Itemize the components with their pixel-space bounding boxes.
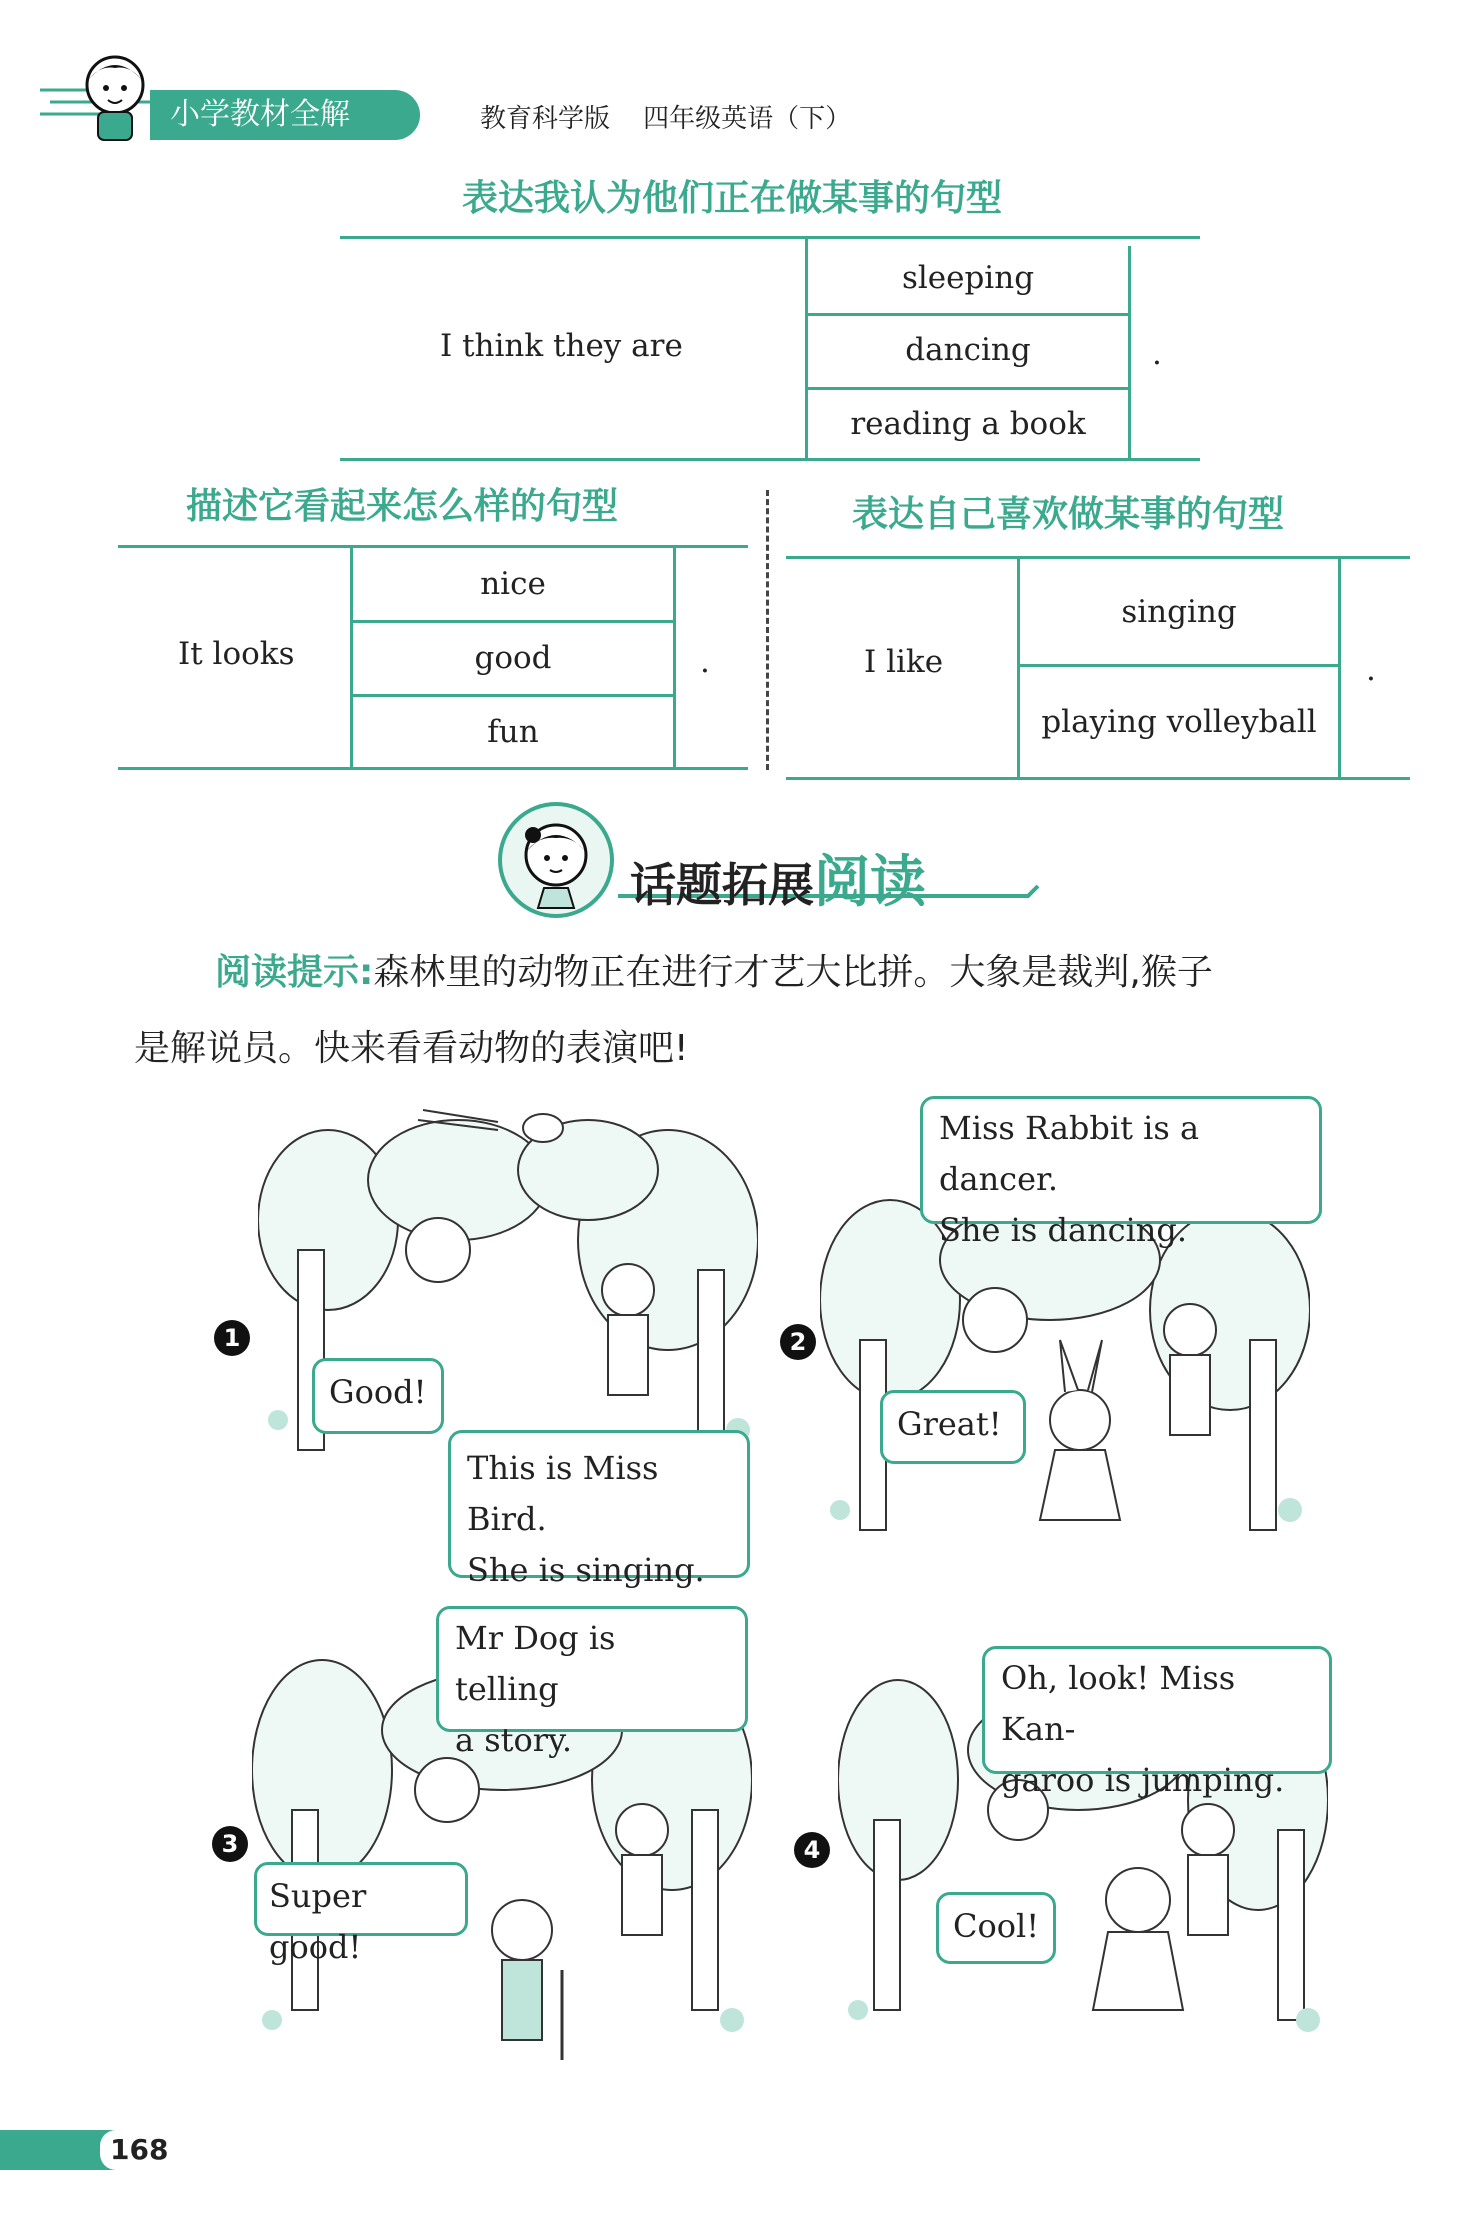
host-bubble-1 (448, 1430, 750, 1590)
section-title-think: 表达我认为他们正在做某事的句型 (462, 178, 1003, 219)
pattern-end-period-like: . (1366, 652, 1376, 688)
pattern-end-period: . (1152, 336, 1162, 372)
judge-bubble-3: Super good! (254, 1862, 468, 1936)
pattern-end-period-looks: . (700, 644, 710, 680)
header-subject: 四年级英语（下） (643, 104, 852, 134)
topic-banner-title (630, 838, 926, 918)
section-title-looks: 描述它看起来怎么样的句型 (186, 486, 619, 527)
panel-number-3: 3 (212, 1826, 248, 1862)
panel-number-4: 4 (794, 1832, 830, 1868)
panel-number-2: 2 (780, 1324, 816, 1360)
header-edition: 教育科学版 (480, 104, 611, 134)
option-good: good (474, 640, 552, 676)
option-reading-a-book: reading a book (850, 406, 1086, 442)
option-nice: nice (480, 566, 546, 602)
option-singing: singing (1121, 594, 1237, 630)
pattern-subject-like: I like (864, 644, 944, 680)
judge-bubble-4: Cool! (936, 1892, 1056, 1964)
option-sleeping: sleeping (901, 260, 1035, 296)
option-fun: fun (487, 714, 539, 750)
pattern-subject-looks: It looks (178, 636, 295, 672)
host-bubble-3 (436, 1606, 748, 1760)
pattern-subject-think: I think they are (440, 328, 683, 364)
host-bubble-1-line1: This is Miss Bird. (467, 1449, 659, 1539)
host-bubble-4 (982, 1646, 1332, 1800)
option-dancing: dancing (905, 332, 1031, 368)
header-badge-label: 小学教材全解 (170, 97, 350, 132)
header-badge (150, 90, 420, 140)
reading-tip-text1: 森林里的动物正在进行才艺大比拼。大象是裁判,猴子 (373, 952, 1213, 993)
reading-tip-line1 (215, 944, 1213, 995)
host-bubble-3-line2: a story. (455, 1721, 573, 1760)
section-title-like: 表达自己喜欢做某事的句型 (852, 494, 1285, 535)
banner-part1: 话题拓展 (630, 858, 814, 912)
host-bubble-4-line2: garoo is jumping. (1001, 1761, 1285, 1800)
host-bubble-2 (920, 1096, 1322, 1250)
panel-number-1: 1 (214, 1320, 250, 1356)
judge-bubble-1: Good! (312, 1358, 444, 1434)
reading-tip-label: 阅读提示: (215, 952, 374, 993)
host-bubble-2-line1: Miss Rabbit is a dancer. (939, 1109, 1200, 1199)
header-book-info (480, 98, 851, 135)
host-bubble-3-line1: Mr Dog is telling (455, 1619, 616, 1709)
boy-mascot-icon (70, 50, 160, 150)
judge-bubble-2: Great! (880, 1390, 1026, 1464)
page-number: 168 (100, 2130, 178, 2170)
option-playing-volleyball: playing volleyball (1041, 704, 1317, 740)
reading-tip-line2: 是解说员。快来看看动物的表演吧! (134, 1028, 689, 1069)
host-bubble-2-line2: She is dancing. (939, 1211, 1188, 1250)
host-bubble-4-line1: Oh, look! Miss Kan- (1001, 1659, 1236, 1749)
banner-part2: 阅读 (814, 850, 926, 915)
host-bubble-1-line2: She is singing. (467, 1551, 705, 1590)
